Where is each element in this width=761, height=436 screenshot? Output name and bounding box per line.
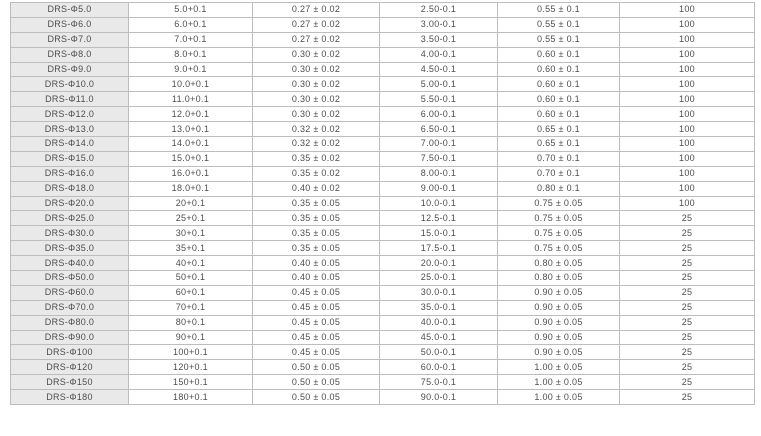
table-row (11, 196, 755, 211)
model-cell: DRS-Φ40.0 (11, 256, 129, 271)
table-cell: 0.30 ± 0.02 (253, 62, 380, 77)
table-cell: 9.00-0.1 (380, 181, 498, 196)
table-cell: 100 (620, 92, 755, 107)
model-cell: DRS-Φ7.0 (11, 32, 129, 47)
model-cell: DRS-Φ13.0 (11, 122, 129, 137)
table-cell: 0.55 ± 0.1 (498, 3, 620, 18)
table-cell: 100 (620, 137, 755, 152)
model-cell: DRS-Φ10.0 (11, 77, 129, 92)
table-cell: 0.90 ± 0.05 (498, 330, 620, 345)
table-cell: 25 (620, 241, 755, 256)
table-cell: 10.0+0.1 (129, 77, 253, 92)
table-cell: 0.90 ± 0.05 (498, 315, 620, 330)
table-cell: 100 (620, 166, 755, 181)
table-cell: 3.00-0.1 (380, 17, 498, 32)
table-row (11, 345, 755, 360)
table-row (11, 166, 755, 181)
table-cell: 0.40 ± 0.02 (253, 181, 380, 196)
table-cell: 10.0-0.1 (380, 196, 498, 211)
table-cell: 100 (620, 107, 755, 122)
table-cell: 0.90 ± 0.05 (498, 300, 620, 315)
table-cell: 0.60 ± 0.1 (498, 107, 620, 122)
table-cell: 1.00 ± 0.05 (498, 390, 620, 405)
table-cell: 7.00-0.1 (380, 137, 498, 152)
table-row (11, 77, 755, 92)
table-cell: 50.0-0.1 (380, 345, 498, 360)
table-cell: 50+0.1 (129, 271, 253, 286)
table-row (11, 330, 755, 345)
table-cell: 0.60 ± 0.1 (498, 62, 620, 77)
product-spec-table (10, 2, 755, 405)
table-cell: 9.0+0.1 (129, 62, 253, 77)
table-cell: 0.45 ± 0.05 (253, 285, 380, 300)
table-row (11, 285, 755, 300)
model-cell: DRS-Φ80.0 (11, 315, 129, 330)
table-cell: 30.0-0.1 (380, 285, 498, 300)
table-cell: 100 (620, 196, 755, 211)
table-cell: 4.50-0.1 (380, 62, 498, 77)
table-cell: 80+0.1 (129, 315, 253, 330)
table-cell: 3.50-0.1 (380, 32, 498, 47)
table-row (11, 17, 755, 32)
table-cell: 5.50-0.1 (380, 92, 498, 107)
table-cell: 25 (620, 315, 755, 330)
table-row (11, 122, 755, 137)
table-cell: 25 (620, 226, 755, 241)
model-cell: DRS-Φ25.0 (11, 211, 129, 226)
table-cell: 0.90 ± 0.05 (498, 345, 620, 360)
table-row (11, 315, 755, 330)
table-cell: 0.35 ± 0.05 (253, 196, 380, 211)
model-cell: DRS-Φ50.0 (11, 271, 129, 286)
table-cell: 17.5-0.1 (380, 241, 498, 256)
model-cell: DRS-Φ100 (11, 345, 129, 360)
model-cell: DRS-Φ35.0 (11, 241, 129, 256)
table-cell: 0.30 ± 0.02 (253, 107, 380, 122)
table-cell: 6.0+0.1 (129, 17, 253, 32)
table-cell: 7.50-0.1 (380, 151, 498, 166)
table-cell: 0.90 ± 0.05 (498, 285, 620, 300)
table-cell: 100 (620, 17, 755, 32)
model-cell: DRS-Φ5.0 (11, 3, 129, 18)
table-cell: 0.30 ± 0.02 (253, 47, 380, 62)
table-cell: 7.0+0.1 (129, 32, 253, 47)
table-cell: 100 (620, 77, 755, 92)
model-cell: DRS-Φ60.0 (11, 285, 129, 300)
table-cell: 0.40 ± 0.05 (253, 271, 380, 286)
table-row (11, 32, 755, 47)
table-cell: 8.0+0.1 (129, 47, 253, 62)
table-cell: 100 (620, 122, 755, 137)
model-cell: DRS-Φ180 (11, 390, 129, 405)
table-cell: 70+0.1 (129, 300, 253, 315)
model-cell: DRS-Φ8.0 (11, 47, 129, 62)
table-cell: 90.0-0.1 (380, 390, 498, 405)
table-cell: 120+0.1 (129, 360, 253, 375)
table-cell: 0.70 ± 0.1 (498, 151, 620, 166)
table-cell: 0.60 ± 0.1 (498, 47, 620, 62)
table-cell: 150+0.1 (129, 375, 253, 390)
table-cell: 0.60 ± 0.1 (498, 92, 620, 107)
table-cell: 0.35 ± 0.02 (253, 166, 380, 181)
table-cell: 1.00 ± 0.05 (498, 375, 620, 390)
table-row (11, 137, 755, 152)
table-cell: 18.0+0.1 (129, 181, 253, 196)
table-cell: 25 (620, 360, 755, 375)
table-cell: 25 (620, 211, 755, 226)
table-cell: 0.45 ± 0.05 (253, 300, 380, 315)
table-cell: 35.0-0.1 (380, 300, 498, 315)
table-cell: 0.65 ± 0.1 (498, 122, 620, 137)
model-cell: DRS-Φ14.0 (11, 137, 129, 152)
table-row (11, 271, 755, 286)
table-cell: 0.35 ± 0.05 (253, 241, 380, 256)
table-cell: 0.75 ± 0.05 (498, 196, 620, 211)
table-row (11, 226, 755, 241)
table-cell: 25 (620, 390, 755, 405)
table-cell: 100 (620, 62, 755, 77)
model-cell: DRS-Φ30.0 (11, 226, 129, 241)
table-cell: 0.50 ± 0.05 (253, 360, 380, 375)
model-cell: DRS-Φ6.0 (11, 17, 129, 32)
table-cell: 14.0+0.1 (129, 137, 253, 152)
table-cell: 0.75 ± 0.05 (498, 211, 620, 226)
table-cell: 100+0.1 (129, 345, 253, 360)
table-cell: 25.0-0.1 (380, 271, 498, 286)
model-cell: DRS-Φ150 (11, 375, 129, 390)
table-cell: 15.0-0.1 (380, 226, 498, 241)
table-cell: 0.80 ± 0.1 (498, 181, 620, 196)
table-cell: 0.27 ± 0.02 (253, 32, 380, 47)
table-row (11, 47, 755, 62)
table-cell: 25 (620, 285, 755, 300)
table-cell: 0.40 ± 0.05 (253, 256, 380, 271)
model-cell: DRS-Φ90.0 (11, 330, 129, 345)
model-cell: DRS-Φ20.0 (11, 196, 129, 211)
model-cell: DRS-Φ15.0 (11, 151, 129, 166)
table-row (11, 62, 755, 77)
table-cell: 16.0+0.1 (129, 166, 253, 181)
table-cell: 25 (620, 256, 755, 271)
spec-table-body (11, 3, 755, 405)
table-cell: 100 (620, 47, 755, 62)
table-row (11, 375, 755, 390)
table-cell: 0.32 ± 0.02 (253, 137, 380, 152)
table-cell: 20.0-0.1 (380, 256, 498, 271)
table-cell: 0.75 ± 0.05 (498, 226, 620, 241)
table-cell: 12.0+0.1 (129, 107, 253, 122)
table-row (11, 390, 755, 405)
model-cell: DRS-Φ70.0 (11, 300, 129, 315)
table-cell: 0.50 ± 0.05 (253, 390, 380, 405)
table-cell: 40+0.1 (129, 256, 253, 271)
table-row (11, 256, 755, 271)
table-cell: 0.75 ± 0.05 (498, 241, 620, 256)
table-row (11, 211, 755, 226)
table-cell: 0.27 ± 0.02 (253, 3, 380, 18)
table-cell: 4.00-0.1 (380, 47, 498, 62)
table-cell: 5.00-0.1 (380, 77, 498, 92)
model-cell: DRS-Φ18.0 (11, 181, 129, 196)
table-cell: 0.70 ± 0.1 (498, 166, 620, 181)
table-row (11, 181, 755, 196)
table-cell: 6.00-0.1 (380, 107, 498, 122)
table-row (11, 92, 755, 107)
model-cell: DRS-Φ16.0 (11, 166, 129, 181)
table-cell: 25 (620, 375, 755, 390)
table-cell: 100 (620, 181, 755, 196)
table-row (11, 300, 755, 315)
table-cell: 35+0.1 (129, 241, 253, 256)
table-cell: 8.00-0.1 (380, 166, 498, 181)
table-cell: 2.50-0.1 (380, 3, 498, 18)
table-row (11, 241, 755, 256)
table-cell: 0.65 ± 0.1 (498, 137, 620, 152)
table-cell: 0.45 ± 0.05 (253, 330, 380, 345)
table-cell: 90+0.1 (129, 330, 253, 345)
table-cell: 25+0.1 (129, 211, 253, 226)
table-cell: 0.80 ± 0.05 (498, 256, 620, 271)
model-cell: DRS-Φ120 (11, 360, 129, 375)
table-cell: 0.35 ± 0.05 (253, 226, 380, 241)
table-cell: 40.0-0.1 (380, 315, 498, 330)
table-cell: 12.5-0.1 (380, 211, 498, 226)
table-cell: 0.45 ± 0.05 (253, 345, 380, 360)
table-cell: 180+0.1 (129, 390, 253, 405)
table-cell: 13.0+0.1 (129, 122, 253, 137)
table-cell: 0.30 ± 0.02 (253, 92, 380, 107)
table-cell: 25 (620, 330, 755, 345)
table-cell: 0.55 ± 0.1 (498, 32, 620, 47)
table-cell: 0.35 ± 0.02 (253, 151, 380, 166)
table-cell: 0.60 ± 0.1 (498, 77, 620, 92)
model-cell: DRS-Φ12.0 (11, 107, 129, 122)
table-row (11, 3, 755, 18)
table-cell: 0.30 ± 0.02 (253, 77, 380, 92)
model-cell: DRS-Φ9.0 (11, 62, 129, 77)
table-cell: 5.0+0.1 (129, 3, 253, 18)
table-cell: 25 (620, 300, 755, 315)
table-cell: 25 (620, 345, 755, 360)
table-cell: 60+0.1 (129, 285, 253, 300)
model-cell: DRS-Φ11.0 (11, 92, 129, 107)
table-cell: 0.80 ± 0.05 (498, 271, 620, 286)
table-cell: 0.35 ± 0.05 (253, 211, 380, 226)
table-cell: 0.50 ± 0.05 (253, 375, 380, 390)
table-cell: 25 (620, 271, 755, 286)
table-row (11, 151, 755, 166)
table-cell: 100 (620, 151, 755, 166)
table-cell: 1.00 ± 0.05 (498, 360, 620, 375)
table-cell: 0.45 ± 0.05 (253, 315, 380, 330)
table-cell: 60.0-0.1 (380, 360, 498, 375)
table-cell: 11.0+0.1 (129, 92, 253, 107)
table-cell: 0.32 ± 0.02 (253, 122, 380, 137)
table-cell: 75.0-0.1 (380, 375, 498, 390)
table-cell: 30+0.1 (129, 226, 253, 241)
table-cell: 0.27 ± 0.02 (253, 17, 380, 32)
table-cell: 100 (620, 32, 755, 47)
table-cell: 20+0.1 (129, 196, 253, 211)
table-cell: 45.0-0.1 (380, 330, 498, 345)
table-row (11, 360, 755, 375)
table-cell: 6.50-0.1 (380, 122, 498, 137)
table-cell: 15.0+0.1 (129, 151, 253, 166)
table-cell: 0.55 ± 0.1 (498, 17, 620, 32)
table-cell: 100 (620, 3, 755, 18)
table-row (11, 107, 755, 122)
